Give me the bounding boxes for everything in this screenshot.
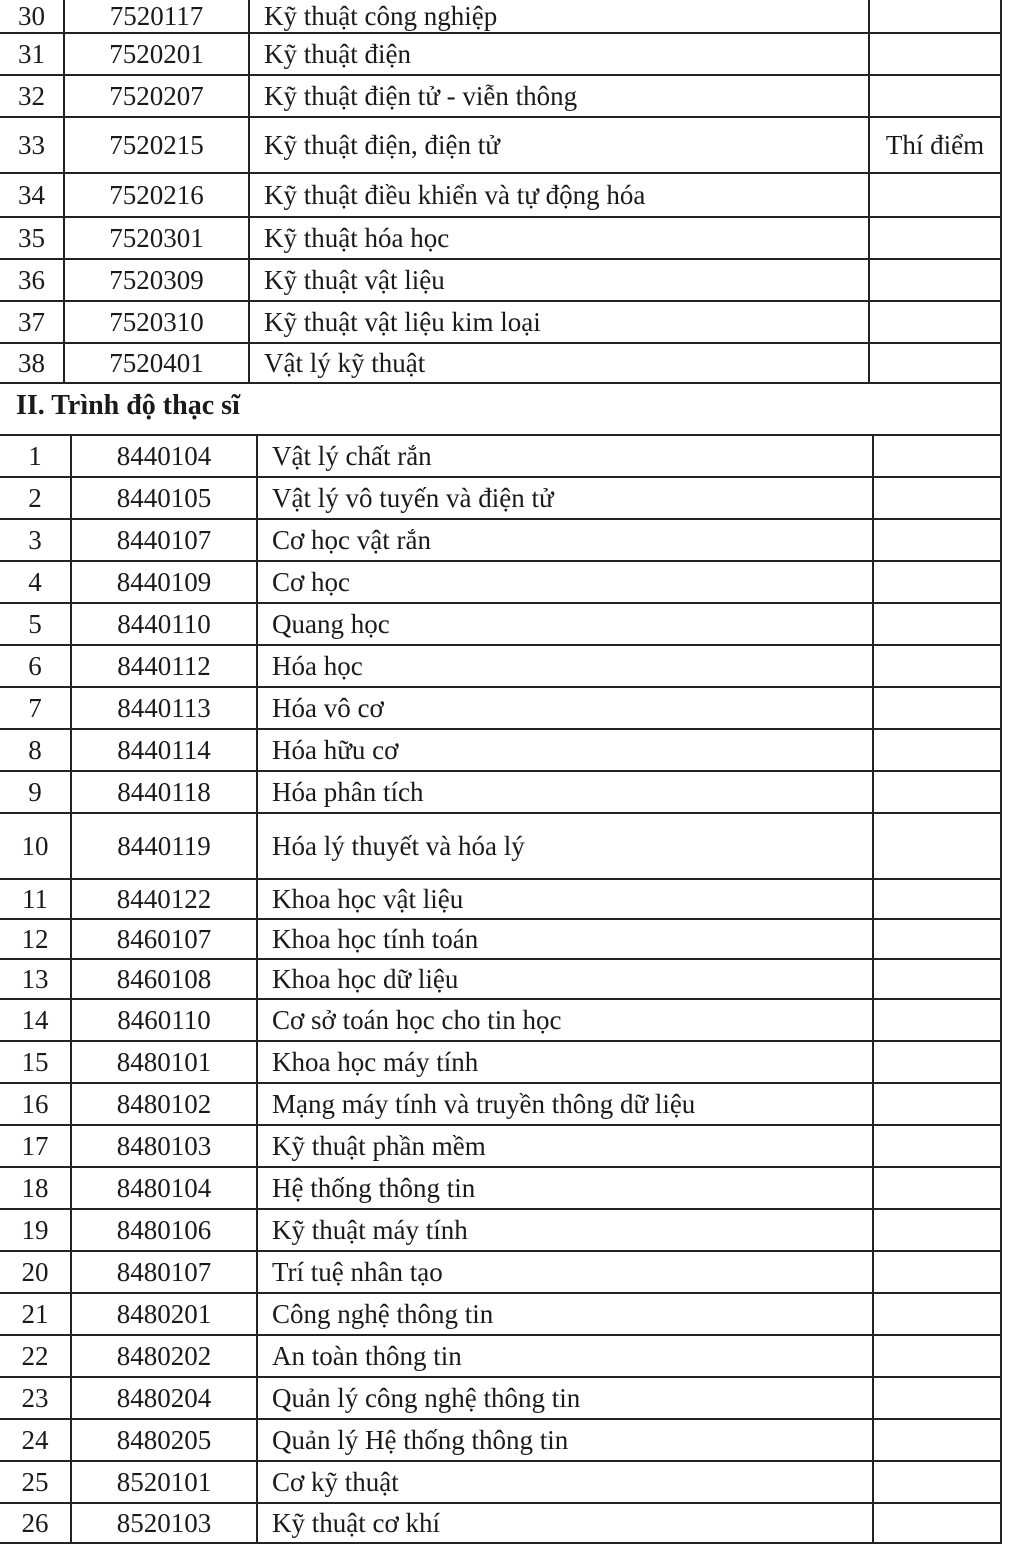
row-number: 34: [0, 173, 64, 217]
program-name: Khoa học dữ liệu: [257, 959, 873, 999]
program-code: 7520207: [64, 75, 249, 117]
program-code: 8440118: [71, 771, 257, 813]
row-number: 22: [0, 1335, 71, 1377]
row-number: 31: [0, 33, 64, 75]
program-table-bachelor: [0, 0, 1002, 384]
table-row: [0, 217, 1001, 259]
program-note: [869, 75, 1001, 117]
row-number: 25: [0, 1461, 71, 1503]
program-name: Hóa hữu cơ: [257, 729, 873, 771]
program-code: 8440109: [71, 561, 257, 603]
row-number: 32: [0, 75, 64, 117]
program-code: 8440122: [71, 879, 257, 919]
table-row: [0, 1125, 1001, 1167]
row-number: 33: [0, 117, 64, 173]
program-note: [873, 1083, 1001, 1125]
program-note: [873, 687, 1001, 729]
table-row: [0, 435, 1001, 477]
program-name: Hóa học: [257, 645, 873, 687]
program-note: [873, 1125, 1001, 1167]
program-name: Vật lý chất rắn: [257, 435, 873, 477]
table-row: [0, 1293, 1001, 1335]
row-number: 20: [0, 1251, 71, 1293]
program-note: [873, 729, 1001, 771]
program-name: Hóa phân tích: [257, 771, 873, 813]
program-code: 7520401: [64, 343, 249, 383]
row-number: 35: [0, 217, 64, 259]
program-name: Kỹ thuật điện: [249, 33, 869, 75]
row-number: 5: [0, 603, 71, 645]
row-number: 21: [0, 1293, 71, 1335]
table-row: [0, 1041, 1001, 1083]
row-number: 4: [0, 561, 71, 603]
program-code: 8440105: [71, 477, 257, 519]
program-code: 7520310: [64, 301, 249, 343]
program-code: 8480102: [71, 1083, 257, 1125]
table-row: [0, 729, 1001, 771]
table-row: [0, 301, 1001, 343]
row-number: 36: [0, 259, 64, 301]
program-code: 8480107: [71, 1251, 257, 1293]
program-code: 7520201: [64, 33, 249, 75]
program-name: Khoa học vật liệu: [257, 879, 873, 919]
row-number: 7: [0, 687, 71, 729]
row-number: 9: [0, 771, 71, 813]
table-row: [0, 1335, 1001, 1377]
program-code: 8480201: [71, 1293, 257, 1335]
program-name: Khoa học máy tính: [257, 1041, 873, 1083]
table-row: [0, 603, 1001, 645]
program-note: [869, 33, 1001, 75]
table-row: [0, 999, 1001, 1041]
program-note: [873, 477, 1001, 519]
table-row: [0, 879, 1001, 919]
program-note: [873, 959, 1001, 999]
row-number: 10: [0, 813, 71, 879]
table-row: [0, 0, 1001, 33]
program-table-master: [0, 434, 1002, 1544]
program-name: Kỹ thuật hóa học: [249, 217, 869, 259]
program-note: [869, 173, 1001, 217]
program-name: Cơ kỹ thuật: [257, 1461, 873, 1503]
program-name: Hệ thống thông tin: [257, 1167, 873, 1209]
table-row: [0, 117, 1001, 173]
row-number: 24: [0, 1419, 71, 1461]
program-code: 8480204: [71, 1377, 257, 1419]
program-note: [873, 1377, 1001, 1419]
program-code: 8480103: [71, 1125, 257, 1167]
program-code: 8440114: [71, 729, 257, 771]
program-code: 7520301: [64, 217, 249, 259]
program-code: 8440107: [71, 519, 257, 561]
program-code: 8440110: [71, 603, 257, 645]
table-row: [0, 561, 1001, 603]
program-note: [869, 0, 1001, 33]
table-row: [0, 259, 1001, 301]
table-row: [0, 1377, 1001, 1419]
program-name: Khoa học tính toán: [257, 919, 873, 959]
program-code: 8440119: [71, 813, 257, 879]
program-name: Kỹ thuật phần mềm: [257, 1125, 873, 1167]
program-note: [873, 1041, 1001, 1083]
program-name: Cơ sở toán học cho tin học: [257, 999, 873, 1041]
row-number: 19: [0, 1209, 71, 1251]
program-note: [873, 999, 1001, 1041]
program-name: Kỹ thuật máy tính: [257, 1209, 873, 1251]
table-row: [0, 687, 1001, 729]
program-code: 7520216: [64, 173, 249, 217]
program-note: [873, 1293, 1001, 1335]
program-name: Công nghệ thông tin: [257, 1293, 873, 1335]
program-code: 8480202: [71, 1335, 257, 1377]
row-number: 14: [0, 999, 71, 1041]
table-row: [0, 1461, 1001, 1503]
program-note: [873, 1251, 1001, 1293]
row-number: 13: [0, 959, 71, 999]
program-code: 7520309: [64, 259, 249, 301]
program-note: [873, 561, 1001, 603]
program-name: Hóa lý thuyết và hóa lý: [257, 813, 873, 879]
program-name: Kỹ thuật công nghiệp: [249, 0, 869, 33]
program-note: [873, 519, 1001, 561]
row-number: 15: [0, 1041, 71, 1083]
section-heading: [0, 374, 1002, 434]
row-number: 17: [0, 1125, 71, 1167]
program-note: [873, 435, 1001, 477]
program-name: Quản lý Hệ thống thông tin: [257, 1419, 873, 1461]
program-code: 8480104: [71, 1167, 257, 1209]
program-code: 8440113: [71, 687, 257, 729]
program-note: [869, 259, 1001, 301]
row-number: 18: [0, 1167, 71, 1209]
table-row: [0, 813, 1001, 879]
program-code: 8520101: [71, 1461, 257, 1503]
program-code: 8480101: [71, 1041, 257, 1083]
table-row: [0, 33, 1001, 75]
program-name: Trí tuệ nhân tạo: [257, 1251, 873, 1293]
table-row: [0, 1167, 1001, 1209]
program-name: Mạng máy tính và truyền thông dữ liệu: [257, 1083, 873, 1125]
program-name: Cơ học vật rắn: [257, 519, 873, 561]
row-number: 16: [0, 1083, 71, 1125]
row-number: 8: [0, 729, 71, 771]
program-note: [873, 645, 1001, 687]
program-code: 8520103: [71, 1503, 257, 1543]
program-code: 7520117: [64, 0, 249, 33]
table-row: [0, 173, 1001, 217]
row-number: 2: [0, 477, 71, 519]
row-number: 37: [0, 301, 64, 343]
row-number: 1: [0, 435, 71, 477]
program-name: Quản lý công nghệ thông tin: [257, 1377, 873, 1419]
program-note: [873, 1335, 1001, 1377]
program-note: [873, 1461, 1001, 1503]
program-note: [869, 301, 1001, 343]
table-row: [0, 959, 1001, 999]
program-code: 8480106: [71, 1209, 257, 1251]
program-note: [869, 217, 1001, 259]
program-name: Cơ học: [257, 561, 873, 603]
row-number: 6: [0, 645, 71, 687]
program-name: Kỹ thuật điều khiển và tự động hóa: [249, 173, 869, 217]
row-number: 26: [0, 1503, 71, 1543]
program-note: [873, 1167, 1001, 1209]
program-name: Kỹ thuật vật liệu: [249, 259, 869, 301]
program-note: [873, 879, 1001, 919]
table-row: [0, 519, 1001, 561]
program-note: [873, 919, 1001, 959]
table-row: [0, 645, 1001, 687]
table-row: [0, 1209, 1001, 1251]
table-row: [0, 477, 1001, 519]
table-row: [0, 771, 1001, 813]
row-number: 30: [0, 0, 64, 33]
program-name: Quang học: [257, 603, 873, 645]
table-row: [0, 75, 1001, 117]
row-number: 23: [0, 1377, 71, 1419]
row-number: 38: [0, 343, 64, 383]
program-name: Kỹ thuật điện, điện tử: [249, 117, 869, 173]
program-code: 8480205: [71, 1419, 257, 1461]
program-note: [873, 1503, 1001, 1543]
program-name: Kỹ thuật cơ khí: [257, 1503, 873, 1543]
table-row: [0, 1503, 1001, 1543]
program-code: 8460108: [71, 959, 257, 999]
program-code: 8440112: [71, 645, 257, 687]
row-number: 12: [0, 919, 71, 959]
program-note: [873, 603, 1001, 645]
program-note: [873, 1419, 1001, 1461]
program-name: Kỹ thuật vật liệu kim loại: [249, 301, 869, 343]
program-note: [873, 813, 1001, 879]
program-note: [873, 771, 1001, 813]
program-name: Vật lý kỹ thuật: [249, 343, 869, 383]
section-title: II. Trình độ thạc sĩ: [16, 390, 240, 421]
program-code: 8440104: [71, 435, 257, 477]
row-number: 3: [0, 519, 71, 561]
table-row: [0, 1251, 1001, 1293]
program-note: [873, 1209, 1001, 1251]
program-note: Thí điểm: [869, 117, 1001, 173]
program-code: 7520215: [64, 117, 249, 173]
row-number: 11: [0, 879, 71, 919]
program-name: An toàn thông tin: [257, 1335, 873, 1377]
program-code: 8460110: [71, 999, 257, 1041]
table-row: [0, 1419, 1001, 1461]
program-name: Hóa vô cơ: [257, 687, 873, 729]
program-name: Kỹ thuật điện tử - viễn thông: [249, 75, 869, 117]
program-code: 8460107: [71, 919, 257, 959]
table-row: [0, 1083, 1001, 1125]
program-name: Vật lý vô tuyến và điện tử: [257, 477, 873, 519]
table-row: [0, 919, 1001, 959]
